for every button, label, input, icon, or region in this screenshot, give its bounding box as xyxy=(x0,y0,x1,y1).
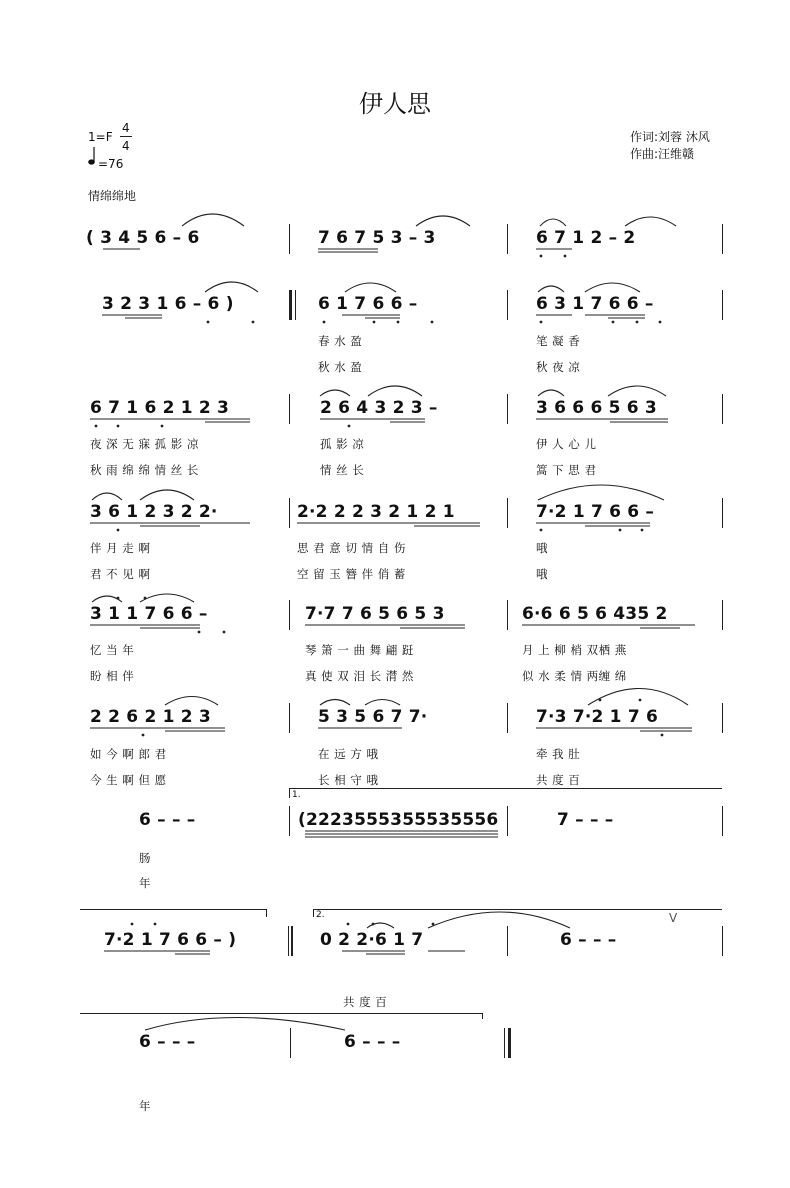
slur-mark xyxy=(145,1018,345,1031)
tempo-marking: =76 xyxy=(98,157,124,171)
measure: 7 6 7 5 3 – 3 xyxy=(318,228,436,248)
measure: 7·7 7 6 5 6 5 3 xyxy=(305,604,445,624)
time-signature-top: 4 xyxy=(122,121,130,135)
measure: 3 2 3 1 6 – 6 ) xyxy=(102,294,234,314)
lyric-line: 情 丝 长 xyxy=(320,463,365,477)
lyric-line: 真 使 双 泪 长 潸 然 xyxy=(305,669,414,683)
lyric-line: 年 xyxy=(139,1099,151,1113)
page-title: 伊人思 xyxy=(359,90,431,118)
lyric-line: 空 留 玉 簪 伴 俏 蓄 xyxy=(297,567,406,581)
measure: 7·2 1 7 6 6 – ) xyxy=(104,930,237,950)
lyric-line: 如 今 啊 郎 君 xyxy=(90,747,167,761)
measure: 6 – – – xyxy=(139,1032,196,1052)
measure: 6 1 7 6 6 – xyxy=(318,294,418,314)
slur-mark xyxy=(367,923,394,928)
measure: 7·3 7·2 1 7 6 xyxy=(536,707,658,727)
measure: (2223555355535556 xyxy=(298,810,499,830)
slur-mark xyxy=(368,386,422,396)
measure: 7·2 1 7 6 6 – xyxy=(536,502,655,522)
first-ending-label: 1. xyxy=(292,790,301,800)
slur-mark xyxy=(92,493,122,500)
slur-mark xyxy=(538,390,564,396)
slur-mark xyxy=(540,219,566,226)
slur-mark xyxy=(345,283,396,292)
measure: 0 2 2·6 1 7 xyxy=(320,930,424,950)
lyric-line: 共 度 百 xyxy=(343,995,388,1009)
lyric-line: 忆 当 年 xyxy=(90,643,135,657)
slur-mark xyxy=(140,490,194,500)
slur-mark xyxy=(365,700,400,706)
slur-mark xyxy=(165,697,218,706)
lyric-line: 年 xyxy=(139,876,151,890)
lyric-line: 盼 相 伴 xyxy=(90,669,135,683)
lyric-line: 夜 深 无 寐 孤 影 凉 xyxy=(90,437,199,451)
lyric-line: 琴 箫 一 曲 舞 翩 跹 xyxy=(305,643,414,657)
measure: 3 6 1 2 3 2 2· xyxy=(90,502,218,522)
lyric-line: 肠 xyxy=(139,851,151,865)
second-ending-label: 2. xyxy=(316,910,325,920)
lyric-line: 似 水 柔 情 两缠 绵 xyxy=(522,669,627,683)
breath-mark: V xyxy=(669,911,678,925)
measure: 2 2 6 2 1 2 3 xyxy=(90,707,211,727)
lyric-line: 秋 夜 凉 xyxy=(536,360,581,374)
lyric-line: 秋 雨 绵 绵 情 丝 长 xyxy=(90,463,199,477)
lyric-line: 长 相 守 哦 xyxy=(318,773,379,787)
slur-mark xyxy=(140,594,194,602)
lyric-line: 孤 影 凉 xyxy=(320,437,365,451)
time-signature-bottom: 4 xyxy=(122,139,130,153)
lyric-line: 哦 xyxy=(536,541,548,555)
measure: 2 6 4 3 2 3 – xyxy=(320,398,438,418)
measure: 2·2 2 2 3 2 1 2 1 xyxy=(297,502,455,522)
measure: 3 6 6 6 5 6 3 xyxy=(536,398,657,418)
measure: 6·6 6 5 6 435 2 xyxy=(522,604,668,624)
lyric-line: 君 不 见 啊 xyxy=(90,567,151,581)
measure: 6 3 1 7 6 6 – xyxy=(536,294,654,314)
lyric-line: 春 水 盈 xyxy=(318,334,363,348)
lyric-line: 秋 水 盈 xyxy=(318,360,363,374)
expression-marking: 情绵绵地 xyxy=(88,189,137,203)
lyric-line: 伊 人 心 儿 xyxy=(536,437,597,451)
slur-mark xyxy=(538,286,564,292)
composer-credit: 作曲:汪维赣 xyxy=(630,147,695,161)
lyric-line: 月 上 柳 梢 双栖 燕 xyxy=(522,643,627,657)
slur-mark xyxy=(625,217,676,226)
slur-mark xyxy=(608,386,666,396)
measure: 7 – – – xyxy=(557,810,614,830)
slur-mark xyxy=(428,912,570,928)
lyric-line: 今 生 啊 但 愿 xyxy=(90,773,167,787)
measure: 5 3 5 6 7 7· xyxy=(318,707,428,727)
slur-mark xyxy=(320,700,350,706)
slur-mark xyxy=(205,282,258,292)
lyric-line: 笔 凝 香 xyxy=(536,334,581,348)
measure: ( 3 4 5 6 – 6 xyxy=(86,228,200,248)
measure: 6 7 1 2 – 2 xyxy=(536,228,636,248)
lyricist-credit: 作词:刘蓉 沐风 xyxy=(630,130,710,144)
underline-marks xyxy=(90,249,695,954)
slur-mark xyxy=(320,390,350,396)
key-signature: 1=F xyxy=(88,130,113,144)
slur-mark xyxy=(182,214,244,226)
measure: 6 – – – xyxy=(139,810,196,830)
slur-mark xyxy=(538,485,664,500)
lyric-line: 篙 下 思 君 xyxy=(536,463,597,477)
lyric-line: 哦 xyxy=(536,567,548,581)
slur-mark xyxy=(588,689,688,706)
lyric-line: 牵 我 肚 xyxy=(536,747,581,761)
measure: 3 1 1 7 6 6 – xyxy=(90,604,208,624)
slur-mark xyxy=(416,216,470,226)
lyric-line: 伴 月 走 啊 xyxy=(90,541,151,555)
lyric-line: 共 度 百 xyxy=(536,773,581,787)
lyric-line: 思 君 意 切 情 自 伤 xyxy=(297,541,406,555)
octave-dots xyxy=(95,255,664,926)
measure: 6 – – – xyxy=(560,930,617,950)
measure: 6 – – – xyxy=(344,1032,401,1052)
measure: 6 7 1 6 2 1 2 3 xyxy=(90,398,230,418)
slur-mark xyxy=(585,283,640,292)
lyric-line: 在 远 方 哦 xyxy=(318,747,379,761)
